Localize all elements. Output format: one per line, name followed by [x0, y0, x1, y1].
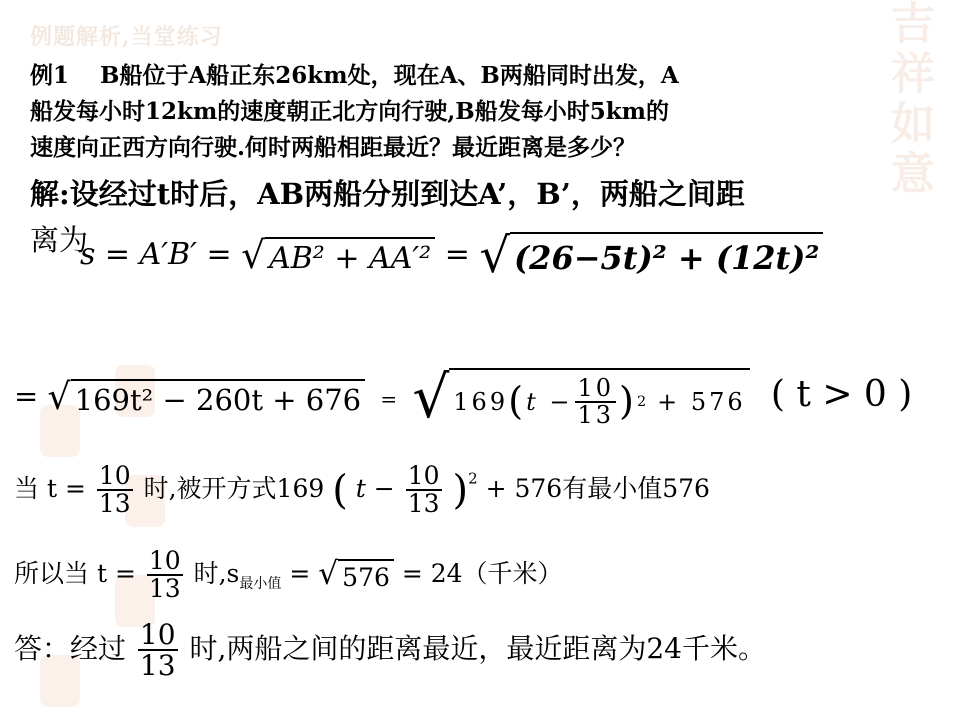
denominator: 13: [98, 489, 131, 519]
solution-line-1: 解:设经过t时后，AB两船分别到达A’，B’，两船之间距: [30, 177, 745, 211]
sqrt-2: √ (26−5t)² + (12t)²: [479, 232, 823, 280]
left-paren: (: [332, 467, 348, 514]
plus-576: + 576: [657, 388, 746, 417]
t-minus: t −: [526, 388, 573, 417]
header-title: 例题解析,当堂练习: [30, 24, 223, 50]
numerator: 10: [148, 546, 181, 575]
radicand-3: 169t² − 260t + 676: [71, 379, 365, 417]
fraction-10-13: [138, 620, 178, 681]
fraction-10-13: [406, 463, 442, 518]
denominator: 13: [139, 649, 176, 683]
numerator: 10: [98, 461, 131, 490]
formula-4: [14, 548, 563, 603]
t-minus: t −: [355, 473, 395, 503]
fraction-10-13: [575, 376, 616, 428]
formula-1-lhs: s = A′B′ =: [80, 237, 232, 272]
radicand-label: 时,被开方式169: [143, 473, 325, 503]
coef-169: 169: [453, 388, 509, 417]
numerator: 10: [577, 374, 615, 402]
formula-2: [14, 363, 913, 431]
sqrt-5: √ 576: [318, 559, 394, 592]
s-label: 时,s: [193, 558, 240, 588]
numerator: 10: [139, 618, 176, 651]
denominator: 13: [407, 489, 440, 519]
answer-line: [14, 620, 766, 681]
question-line-3: 速度向正西方向行驶.何时两船相距最近？最近距离是多少？: [30, 134, 637, 161]
formula-1-eq: =: [444, 237, 470, 272]
formula-2-eq: =: [14, 379, 39, 414]
numerator: 10: [407, 461, 440, 490]
radicand-4: [449, 368, 749, 428]
so-when-t-eq: 所以当 t =: [14, 558, 136, 588]
result-24km: = 24（千米）: [401, 558, 563, 588]
answer-prefix: 答：经过: [14, 631, 127, 665]
sqrt-1: √ AB² + AA′²: [241, 237, 435, 276]
formula-3: [14, 463, 710, 518]
denominator: 13: [148, 574, 181, 604]
fraction-10-13: [97, 463, 133, 518]
equals: =: [289, 558, 311, 588]
formula-2-eq2: =: [380, 387, 398, 412]
question-line-2: 船发每小时12km的速度朝正北方向行驶,B船发每小时5km的: [30, 98, 670, 125]
answer-text: 时,两船之间的距离最近，最近距离为24千米。: [189, 631, 767, 665]
right-paren: ): [619, 378, 637, 424]
radicand-1: AB² + AA′²: [265, 237, 435, 276]
radicand-2: (26−5t)² + (12t)²: [510, 232, 823, 280]
denominator: 13: [577, 401, 615, 430]
s-subscript: 最小值: [239, 575, 282, 592]
right-paren: ): [452, 467, 469, 514]
solution-line-2: 离为: [30, 223, 89, 257]
exponent: 2: [468, 469, 478, 488]
watermark-text: 吉祥如意: [883, 0, 934, 200]
question-line-1: 例1 B船位于A船正东26km处，现在A、B两船同时出发，A: [30, 62, 679, 89]
radicand-5: 576: [338, 559, 394, 592]
formula-1: [80, 228, 823, 284]
exponent: 2: [637, 394, 650, 411]
sqrt-3: √ 169t² − 260t + 676: [48, 379, 366, 417]
sqrt-4: √ 169 ( t − $\frac{10}{13}$ ) 2 + 576: [412, 368, 749, 428]
fraction-10-13: [147, 548, 183, 603]
left-paren: (: [508, 378, 527, 424]
condition: ( t > 0 ): [770, 374, 913, 416]
min-value-text: + 576有最小值576: [485, 473, 710, 503]
when-t-eq: 当 t =: [14, 473, 86, 503]
